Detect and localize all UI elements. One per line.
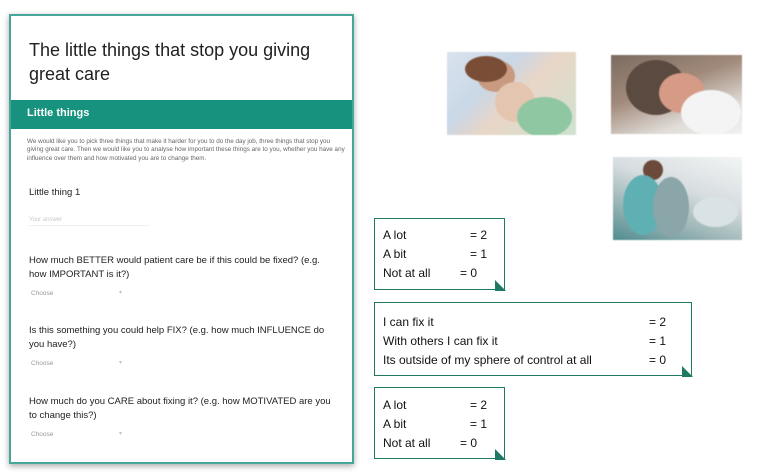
chevron-down-icon: ▾ xyxy=(119,290,123,296)
motivation-scale-note xyxy=(374,387,505,459)
help-fix-select[interactable] xyxy=(31,358,151,369)
page-fold-icon xyxy=(495,449,506,460)
scale-value: = 2 xyxy=(470,398,488,412)
scale-value: = 1 xyxy=(649,334,667,348)
care-fixing-select-value: Choose xyxy=(31,431,54,438)
scale-value: = 0 xyxy=(460,266,478,280)
scale-value: = 2 xyxy=(470,228,488,242)
section-title: Little things xyxy=(27,107,90,119)
form-title: The little things that stop you giving great care xyxy=(29,40,311,84)
question-care-fixing-label: How much do you CARE about fixing it? (e.g. how MOTIVATED are you to change this?) xyxy=(29,396,331,421)
survey-form-card xyxy=(9,14,354,464)
section-header xyxy=(11,100,352,129)
chevron-down-icon: ▾ xyxy=(119,360,123,366)
photo-nurse-helping-patient xyxy=(613,157,742,240)
importance-scale-note xyxy=(374,218,505,290)
care-fixing-select[interactable] xyxy=(31,429,151,440)
little-thing-1-input[interactable]: Your answer xyxy=(29,216,149,226)
scale-label: A lot xyxy=(383,228,407,242)
photo-mother-and-baby xyxy=(447,52,576,135)
scale-value: = 0 xyxy=(460,436,478,450)
scale-label: A lot xyxy=(383,398,407,412)
better-care-select[interactable] xyxy=(31,288,151,299)
scale-value: = 0 xyxy=(649,353,667,367)
scale-label: Its outside of my sphere of control at all xyxy=(383,353,592,367)
influence-scale-note xyxy=(374,302,692,376)
section-description: We would like you to pick three things that make it harder for you to do the day job, three things that stop you giving great care. Then we would like you to analyse how important these things are to you, whether you have any influence over them and how motivated you are to change them. xyxy=(27,138,345,162)
question-little-thing-1-label: Little thing 1 xyxy=(29,187,81,198)
scale-value: = 2 xyxy=(649,315,667,329)
page-fold-icon xyxy=(682,366,693,377)
help-fix-select-value: Choose xyxy=(31,360,54,367)
scale-label: A bit xyxy=(383,417,407,431)
chevron-down-icon: ▾ xyxy=(119,431,123,437)
question-better-care-label: How much BETTER would patient care be if this could be fixed? (e.g. how IMPORTANT is it?) xyxy=(29,255,320,280)
scale-label: Not at all xyxy=(383,436,431,450)
better-care-select-value: Choose xyxy=(31,290,54,297)
photo-crying-baby xyxy=(611,55,742,134)
scale-label: A bit xyxy=(383,247,407,261)
scale-value: = 1 xyxy=(470,247,488,261)
scale-label: I can fix it xyxy=(383,315,434,329)
scale-label: With others I can fix it xyxy=(383,334,498,348)
scale-value: = 1 xyxy=(470,417,488,431)
scale-label: Not at all xyxy=(383,266,431,280)
question-help-fix-label: Is this something you could help FIX? (e.g. how much INFLUENCE do you have?) xyxy=(29,325,325,350)
page-fold-icon xyxy=(495,280,506,291)
